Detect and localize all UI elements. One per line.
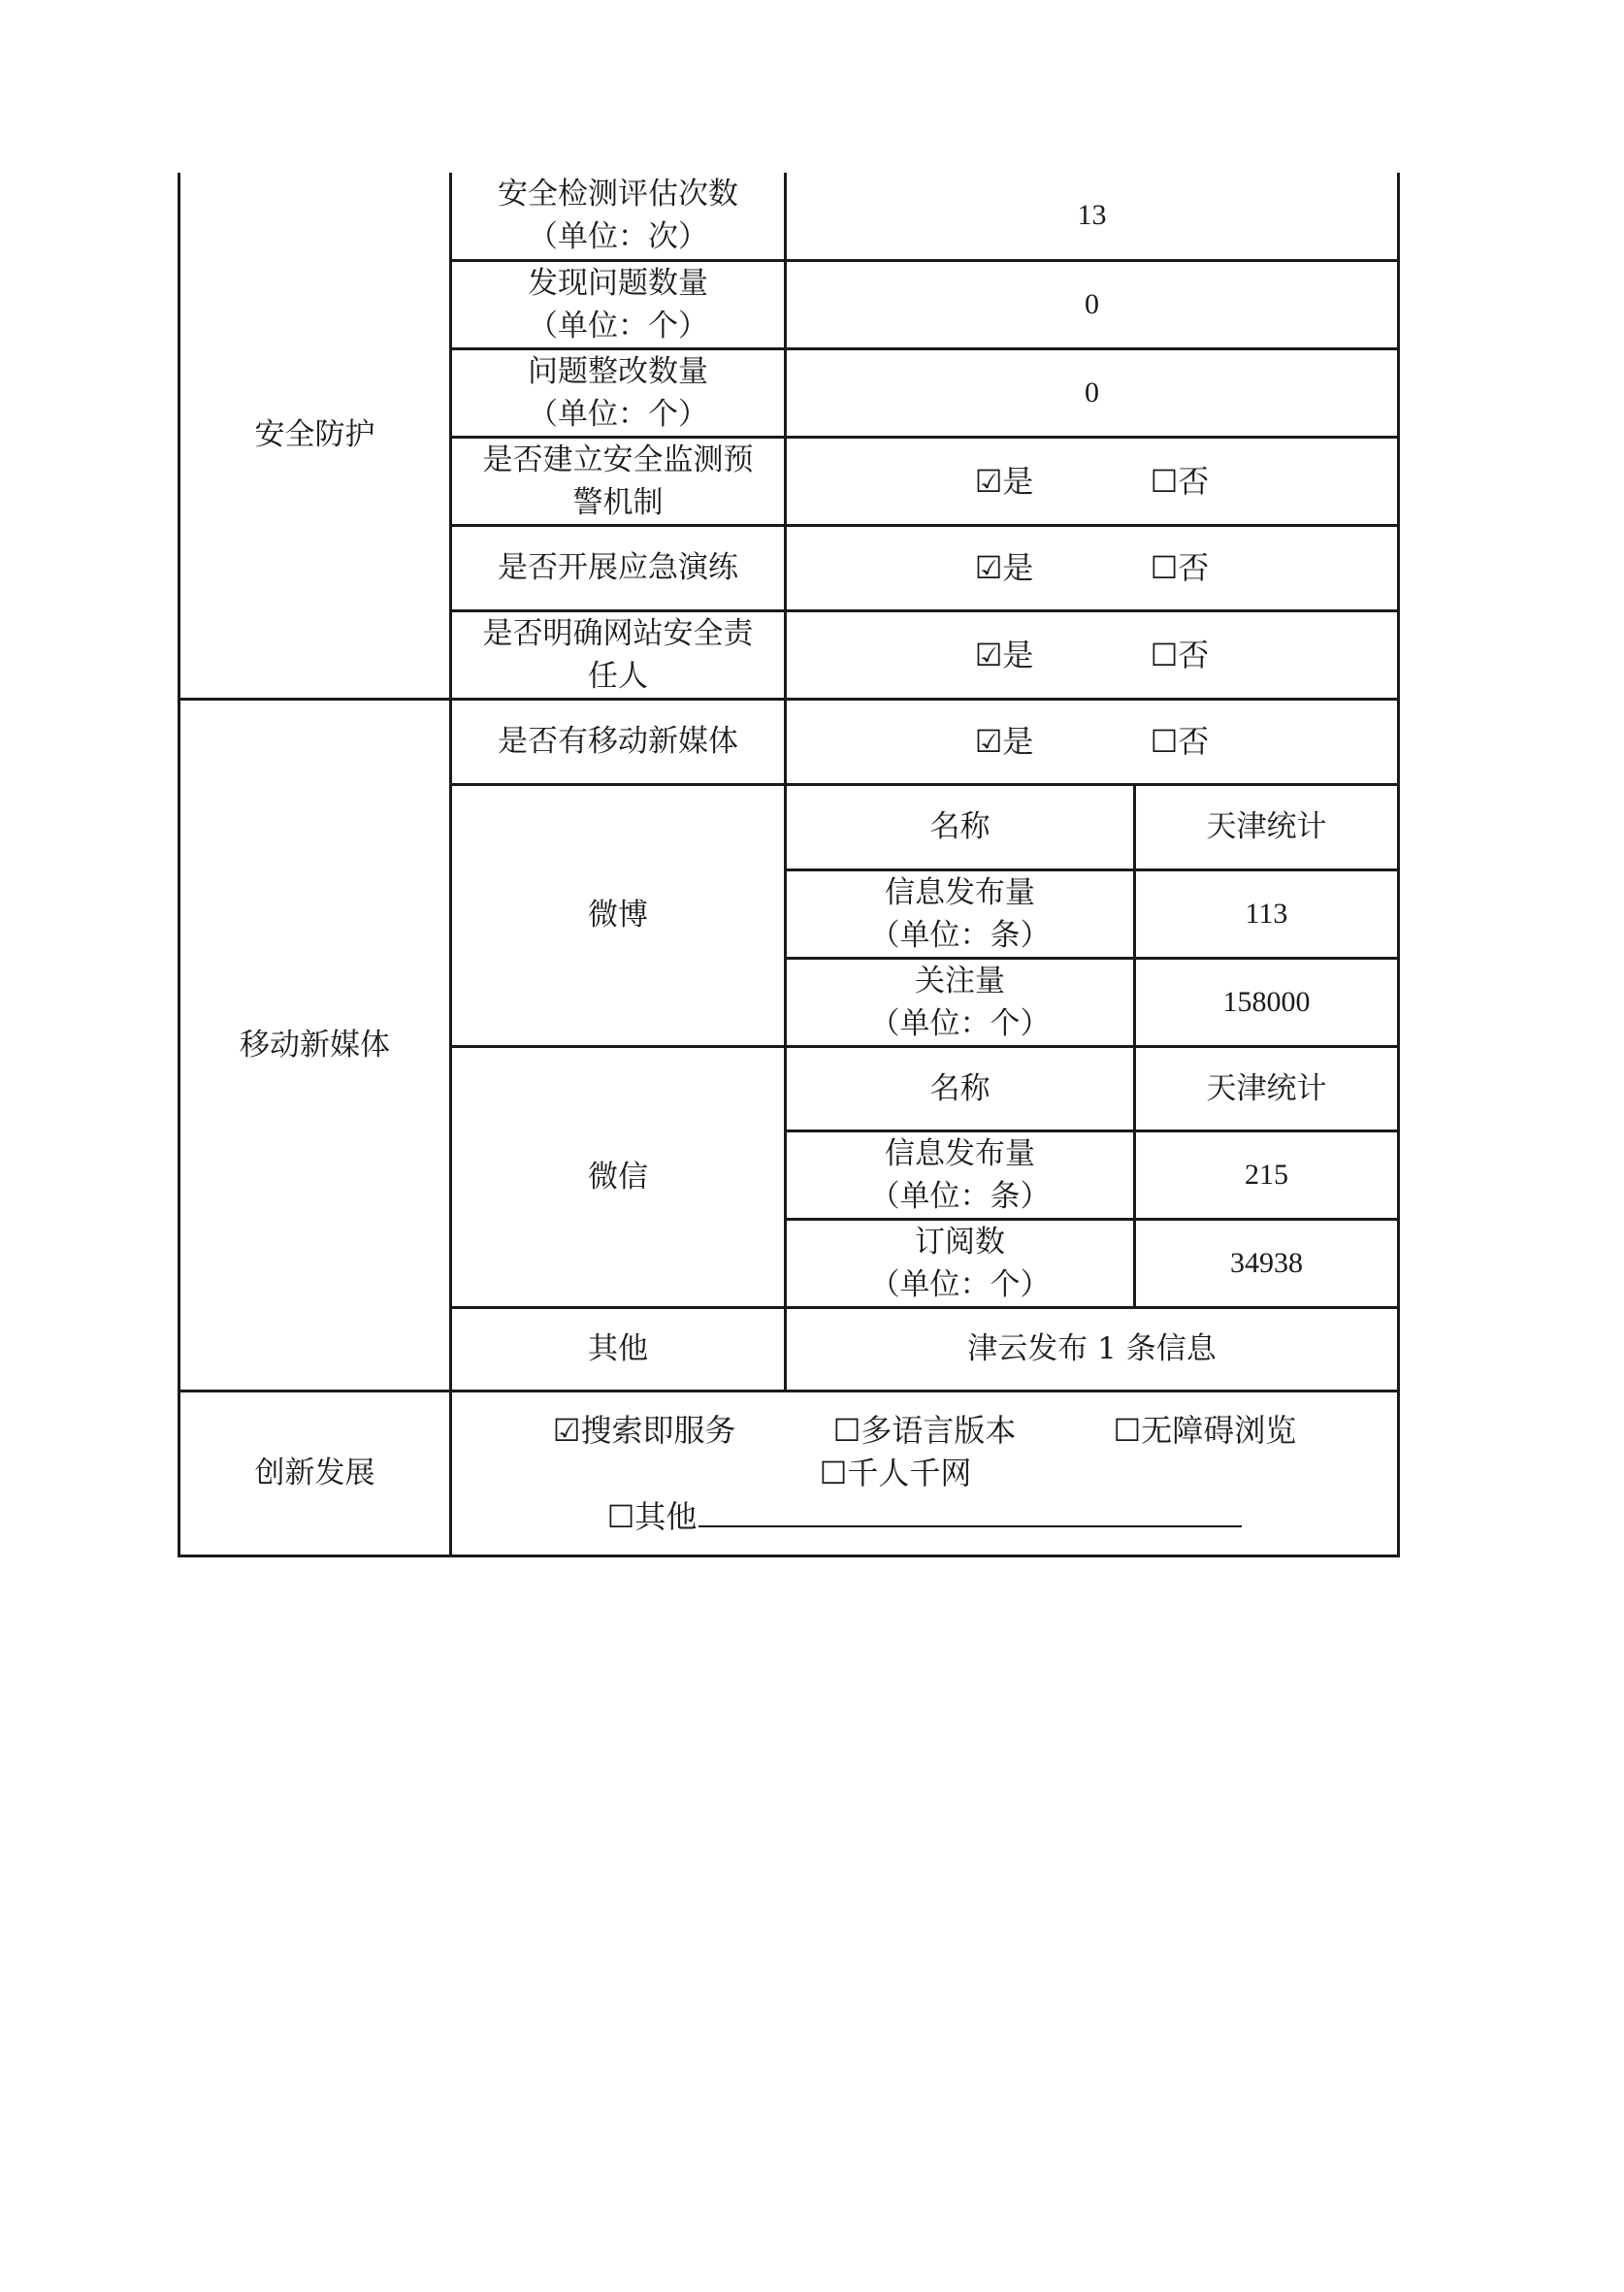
label-line: 关注量: [915, 963, 1005, 999]
label-line: 任人: [588, 658, 648, 694]
section-label-media: 移动新媒体: [179, 699, 451, 1391]
label-line: 是否明确网站安全责: [482, 615, 754, 651]
label-unit: （单位：个）: [528, 308, 708, 344]
label-unit: （单位：个）: [869, 1266, 1051, 1302]
checkbox-yes-checked[interactable]: ☑是: [974, 723, 1034, 760]
label-line: 是否建立安全监测预: [482, 442, 754, 477]
row-label: [786, 958, 1135, 1046]
section-label-security: 安全防护: [179, 173, 451, 699]
yes-no-cell: [786, 699, 1399, 784]
row-label: [451, 260, 786, 348]
row-label: [786, 1219, 1135, 1307]
table-row: [179, 173, 1399, 260]
label-line: 订阅数: [915, 1224, 1005, 1260]
checkbox-no[interactable]: ☐否: [1150, 549, 1210, 586]
checkbox-yes-checked[interactable]: ☑是: [974, 636, 1034, 673]
value-cell: 215: [1135, 1130, 1399, 1219]
checkbox-no[interactable]: ☐否: [1150, 462, 1210, 500]
innovation-row: [460, 1452, 1389, 1494]
other-fill-line[interactable]: [698, 1494, 1242, 1527]
name-label: 名称: [786, 1046, 1135, 1130]
value-cell: 158000: [1135, 958, 1399, 1046]
checkbox-yes-checked[interactable]: ☑是: [974, 462, 1034, 500]
label-unit: （单位：次）: [528, 219, 708, 255]
report-table: [178, 173, 1400, 1557]
row-label: [786, 1130, 1135, 1219]
label-unit: （单位：个）: [528, 396, 708, 432]
label-line: 警机制: [572, 484, 664, 520]
other-label: 其他: [451, 1307, 786, 1391]
value-cell: 0: [786, 260, 1399, 348]
weibo-label: 微博: [451, 784, 786, 1046]
label-line: 问题整改数量: [528, 353, 708, 389]
label-line: 发现问题数量: [528, 265, 708, 301]
section-label-innovation: 创新发展: [179, 1391, 451, 1555]
innovation-row: [460, 1494, 1389, 1538]
checkbox-no[interactable]: ☐否: [1150, 636, 1210, 673]
value-cell: 0: [786, 348, 1399, 437]
name-label: 名称: [786, 784, 1135, 869]
checkbox-other[interactable]: ☐其他: [606, 1497, 698, 1535]
label-line: 信息发布量: [885, 874, 1035, 910]
label-unit: （单位：条）: [869, 917, 1051, 953]
table-row: [179, 1391, 1399, 1555]
row-label: [451, 173, 786, 260]
name-value: 天津统计: [1135, 784, 1399, 869]
value-cell: 13: [786, 173, 1399, 260]
value-cell: 113: [1135, 869, 1399, 958]
row-label: [451, 437, 786, 525]
checkbox-no[interactable]: ☐否: [1150, 723, 1210, 760]
row-label: 是否开展应急演练: [451, 525, 786, 610]
checkbox-yes-checked[interactable]: ☑是: [974, 549, 1034, 586]
yes-no-cell: [786, 437, 1399, 525]
name-value: 天津统计: [1135, 1046, 1399, 1130]
label-unit: （单位：条）: [869, 1178, 1051, 1214]
row-label: [451, 610, 786, 699]
row-label: [786, 869, 1135, 958]
checkbox-personalized[interactable]: ☐千人千网: [819, 1454, 972, 1491]
label-unit: （单位：个）: [869, 1005, 1051, 1041]
wechat-label: 微信: [451, 1046, 786, 1307]
checkbox-search-service[interactable]: ☑搜索即服务: [552, 1411, 736, 1449]
checkbox-accessible[interactable]: ☐无障碍浏览: [1113, 1411, 1297, 1449]
innovation-row: [460, 1409, 1389, 1452]
yes-no-cell: [786, 610, 1399, 699]
table-row: [179, 699, 1399, 784]
row-label: 是否有移动新媒体: [451, 699, 786, 784]
checkbox-multilanguage[interactable]: ☐多语言版本: [832, 1411, 1017, 1449]
value-cell: 34938: [1135, 1219, 1399, 1307]
label-line: 信息发布量: [885, 1135, 1035, 1171]
row-label: [451, 348, 786, 437]
yes-no-cell: [786, 525, 1399, 610]
innovation-options: [451, 1391, 1399, 1555]
other-value: 津云发布 1 条信息: [786, 1307, 1399, 1391]
label-line: 安全检测评估次数: [498, 177, 738, 213]
